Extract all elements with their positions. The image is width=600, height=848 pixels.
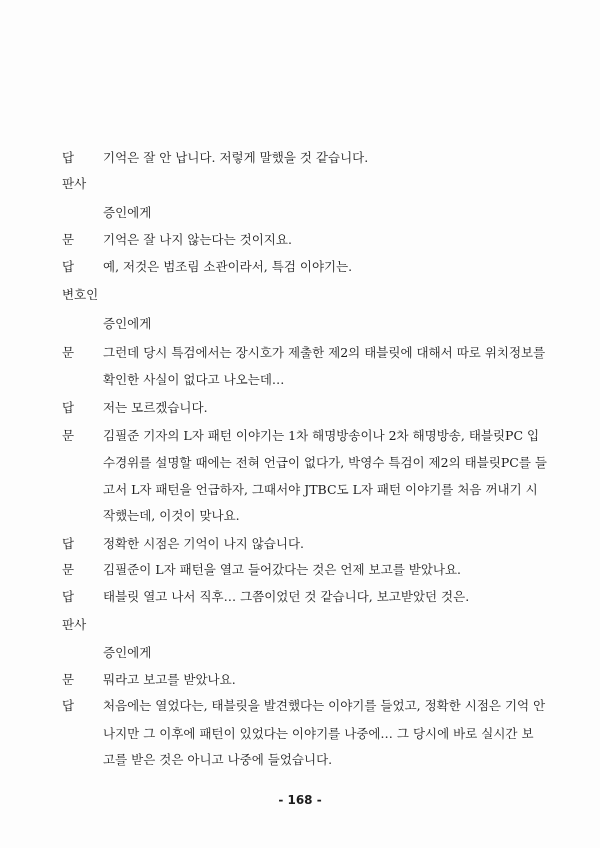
addressee-note: 증인에게 [103, 316, 152, 331]
answer-text: 저는 모르겠습니다. [103, 400, 208, 415]
question-text: 기억은 잘 나지 않는다는 것이지요. [103, 232, 292, 247]
answer-text: 고를 받은 것은 아니고 나중에 들었습니다. [103, 752, 333, 767]
answer-text: 나지만 그 이후에 패턴이 있었다는 이야기를 나중에… 그 당시에 바로 실시간 보 [103, 726, 534, 741]
question-text: 수경위를 설명할 때에는 전혀 언급이 없다가, 박영수 특검이 제2의 태블릿PC를 들 [103, 455, 547, 470]
speaker-heading: 판사 [62, 617, 87, 632]
answer-text: 예, 저것은 범조림 소관이라서, 특검 이야기는. [103, 259, 353, 274]
answer-label: 답 [62, 150, 75, 165]
question-label: 문 [62, 672, 75, 687]
answer-text: 태블릿 열고 나서 직후… 그쯤이었던 것 같습니다, 보고받았던 것은. [103, 589, 470, 604]
question-label: 문 [62, 562, 75, 577]
answer-text: 기억은 잘 안 납니다. 저렇게 말했을 것 같습니다. [103, 150, 369, 165]
answer-label: 답 [62, 589, 75, 604]
page-number: - 168 - [278, 793, 322, 807]
question-text: 작했는데, 이것이 맞나요. [103, 508, 240, 523]
addressee-note: 증인에게 [103, 205, 152, 220]
question-text: 고서 L자 패턴을 언급하자, 그때서야 JTBC도 L자 패턴 이야기를 처음 꺼내기 시 [103, 482, 538, 497]
speaker-heading: 변호인 [62, 287, 99, 302]
question-label: 문 [62, 345, 75, 360]
question-text: 김필준 기자의 L자 패턴 이야기는 1차 해명방송이나 2차 해명방송, 태블릿PC 입 [103, 428, 540, 443]
question-text: 김필준이 L자 패턴을 열고 들어갔다는 것은 언제 보고를 받았나요. [103, 562, 462, 577]
question-label: 문 [62, 232, 75, 247]
answer-text: 정확한 시점은 기억이 나지 않습니다. [103, 536, 304, 551]
answer-label: 답 [62, 400, 75, 415]
question-label: 문 [62, 428, 75, 443]
question-text: 그런데 당시 특검에서는 장시호가 제출한 제2의 태블릿에 대해서 따로 위치정보를 [103, 345, 546, 360]
speaker-heading: 판사 [62, 176, 87, 191]
answer-text: 처음에는 열었다는, 태블릿을 발견했다는 이야기를 들었고, 정확한 시점은 기억 안 [103, 698, 546, 713]
answer-label: 답 [62, 259, 75, 274]
answer-label: 답 [62, 536, 75, 551]
answer-label: 답 [62, 698, 75, 713]
addressee-note: 증인에게 [103, 645, 152, 660]
question-text: 확인한 사실이 없다고 나오는데… [103, 372, 285, 387]
question-text: 뭐라고 보고를 받았나요. [103, 672, 236, 687]
